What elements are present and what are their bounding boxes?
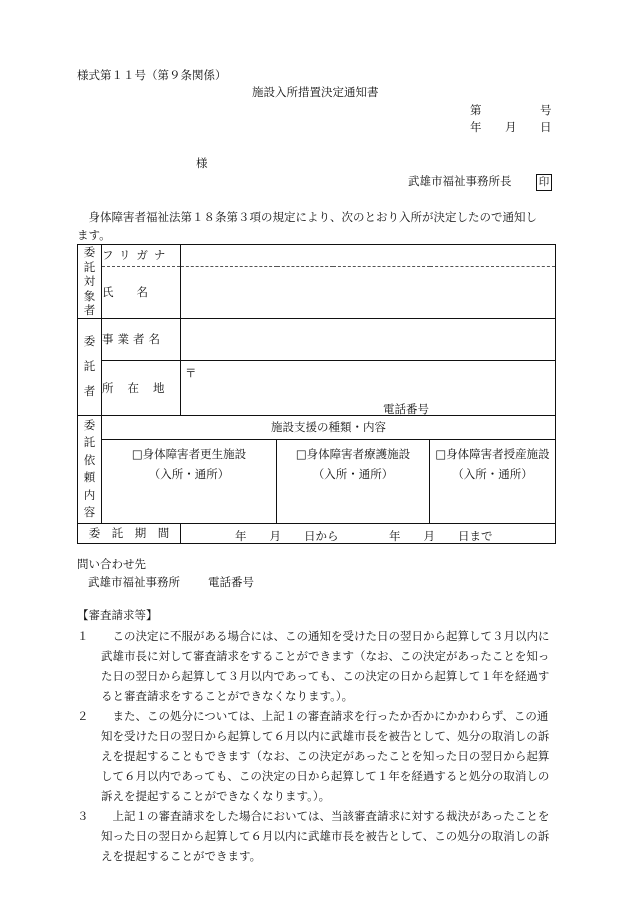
category-vocational[interactable]: □身体障害者授産施設 （入所・通所） — [430, 439, 556, 523]
phone-number-label: 電話番号 — [383, 401, 429, 416]
notes-list — [77, 626, 555, 866]
contact-heading: 問い合わせ先 — [77, 557, 146, 571]
contact-office: 武雄市福祉事務所 — [88, 575, 180, 589]
note-item: ２ また、この処分については、上記１の審査請求を行ったか否かにかかわらず、この通知を受けた日の翌日から起算して６月以内に武雄市長を被告として、処分の取消しの訴えを提起することもできます（なお、この決定があったことを知った日の翌日から起算して６月以内であっても、この決定の日から起算して１年を経過すると処分の取消しの訴えを提起することができなくなります。）。 — [77, 709, 550, 803]
note-item: １ この決定に不服がある場合には、この通知を受けた日の翌日から起算して３月以内に武雄市長に対して審査請求をすることができます（なお、この決定があったことを知った日の翌日から起算して３月以内であっても、この決定の日から起算して１年を経過すると審査請求をすることができなくなります。）。 — [77, 629, 550, 703]
name-label: 氏 名 — [102, 266, 181, 318]
notification-form-table — [77, 244, 556, 544]
issuer-name: 武雄市福祉事務所長 — [408, 174, 512, 188]
number-label: 第 — [470, 103, 482, 117]
subject-heading: 委 託 対 象 者 — [78, 245, 102, 319]
furigana-label: フリガナ — [102, 245, 181, 267]
address-label: 所在地 — [102, 360, 181, 415]
period-from: 年 月 日から — [235, 528, 339, 543]
period-label: 委 託 期 間 — [78, 523, 181, 543]
request-heading: 委 託 依 頼 内 容 — [78, 415, 102, 523]
body-line-1: 身体障害者福祉法第１８条第３項の規定により、次のとおり入所が決定したので通知し — [77, 210, 537, 224]
date-year: 年 — [470, 120, 482, 134]
number-suffix: 号 — [540, 103, 552, 117]
name-field[interactable] — [181, 266, 556, 318]
date-month: 月 — [505, 120, 517, 134]
contractor-heading: 委 託 者 — [78, 318, 102, 415]
body-line-2: ます。 — [77, 228, 111, 242]
furigana-field[interactable] — [181, 245, 556, 267]
note-item: ３ 上記１の審査請求をした場合においては、当該審査請求に対する裁決があったことを知った日の翌日から起算して６月以内に武雄市長を被告として、この処分の取消しの訴えを提起することができます。 — [77, 809, 550, 863]
postal-mark: 〒 — [185, 365, 197, 380]
category-rehabilitation[interactable]: □身体障害者更生施設 （入所・通所） — [102, 439, 277, 523]
business-name-label: 事業者名 — [102, 318, 181, 360]
notes-heading: 【審査請求等】 — [77, 608, 158, 622]
address-field[interactable] — [181, 360, 556, 415]
period-field[interactable] — [181, 523, 556, 543]
form-number: 様式第１１号（第９条関係） — [77, 68, 227, 82]
addressee-suffix: 様 — [196, 156, 208, 170]
contact-phone-label: 電話番号 — [208, 575, 254, 589]
date-day: 日 — [540, 120, 552, 134]
document-title: 施設入所措置決定通知書 — [252, 85, 379, 99]
period-to: 年 月 日まで — [389, 528, 493, 543]
business-name-field[interactable] — [181, 318, 556, 360]
support-type-header: 施設支援の種類・内容 — [102, 415, 556, 439]
category-nursing-care[interactable]: □身体障害者療護施設 （入所・通所） — [277, 439, 430, 523]
seal-box: 印 — [536, 174, 552, 191]
